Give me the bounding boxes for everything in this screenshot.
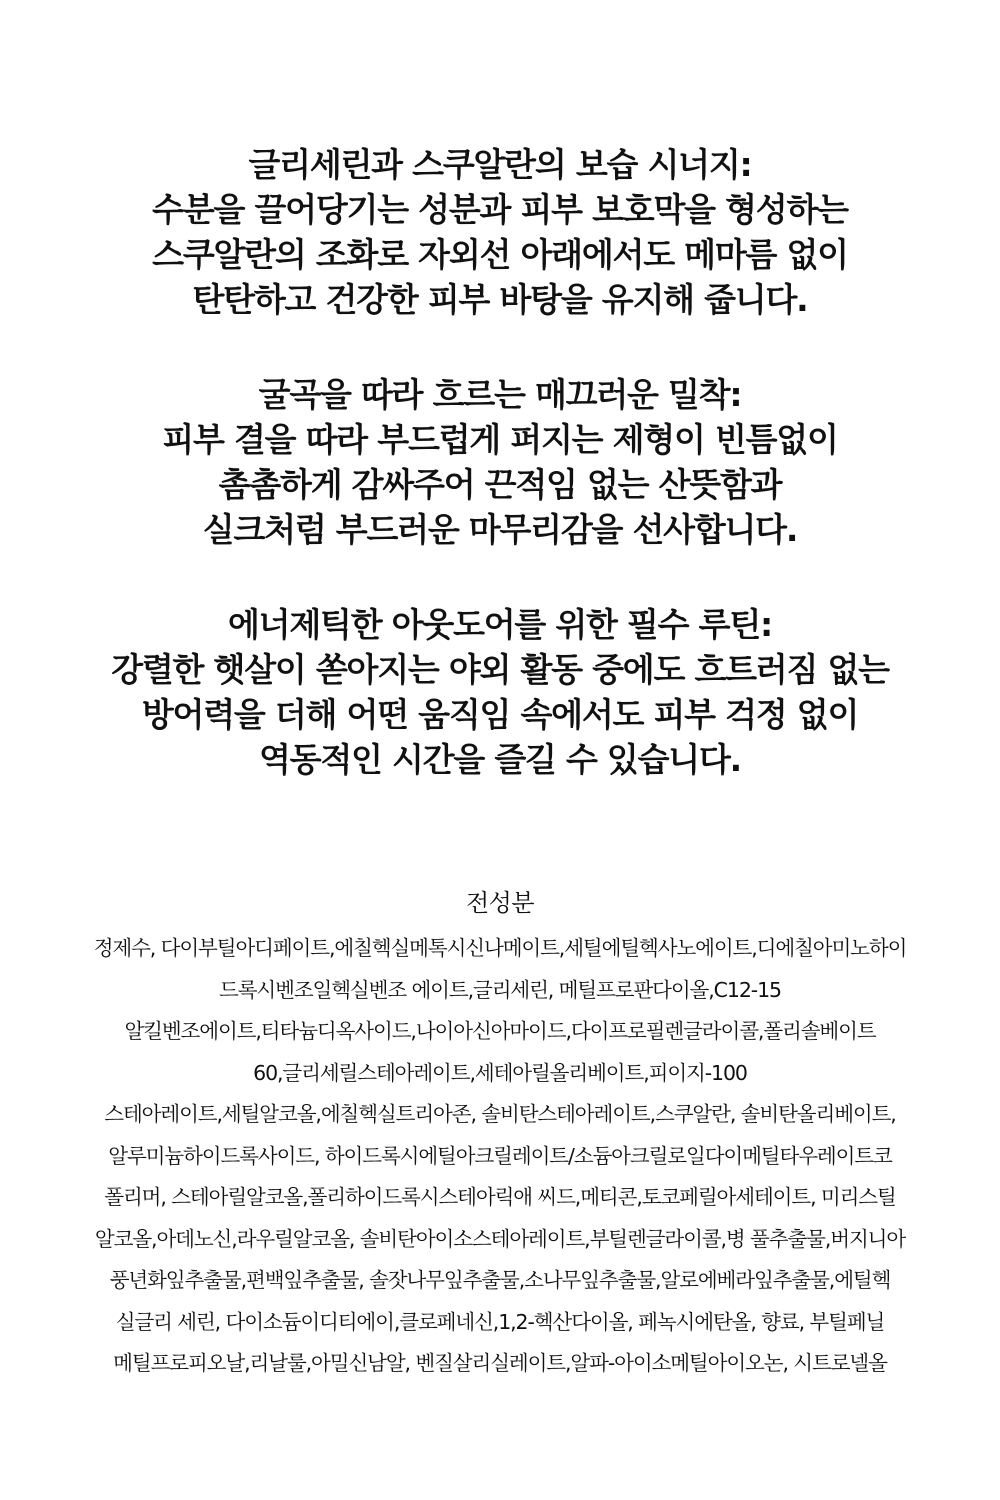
ingredients-line: 실글리 세린, 다이소듐이디티에이,클로페네신,1,2-헥산다이올, 페녹시에탄올, 향료, 부틸페닐 xyxy=(115,1309,885,1334)
ingredients-line: 알루미늄하이드록사이드, 하이드록시에틸아크릴레이트/소듐아크릴로일다이메틸타우레이트코 xyxy=(108,1143,892,1168)
feature-text-line: 강렬한 햇살이 쏟아지는 야외 활동 중에도 흐트러짐 없는 xyxy=(111,650,889,689)
ingredients-line: 알코올,아데노신,라우릴알코올, 솔비탄아이소스테아레이트,부틸렌글라이콜,병 풀추출물,버지니아 xyxy=(94,1226,906,1251)
feature-heading: 굴곡을 따라 흐르는 매끄러운 밀착: xyxy=(258,375,742,414)
ingredients-line: 메틸프로피오날,리날룰,아밀신남알, 벤질살리실레이트,알파-아이소메틸아이오논, 시트로넬올 xyxy=(113,1351,887,1375)
ingredients-line: 60,글리세릴스테아레이트,세테아릴올리베이트,피이지-100 xyxy=(253,1060,747,1085)
feature-heading: 에너제틱한 아웃도어를 위한 필수 루틴: xyxy=(228,605,772,644)
feature-text-line: 탄탄하고 건강한 피부 바탕을 유지해 줍니다. xyxy=(192,280,808,319)
feature-text-line: 촘촘하게 감싸주어 끈적임 없는 산뜻함과 xyxy=(218,465,782,504)
feature-text-line: 스쿠알란의 조화로 자외선 아래에서도 메마름 없이 xyxy=(152,235,848,274)
ingredients-line: 드록시벤조일헥실벤조 에이트,글리세린, 메틸프로판다이올,C12-15 xyxy=(219,977,781,1002)
feature-smooth-adhesion xyxy=(0,372,1000,552)
feature-heading: 글리세린과 스쿠알란의 보습 시너지: xyxy=(248,145,752,184)
feature-text-line: 실크처럼 부드러운 마무리감을 선사합니다. xyxy=(202,510,798,549)
ingredients-line: 폴리머, 스테아릴알코올,폴리하이드록시스테아릭애 씨드,메티콘,토코페릴아세테이트, 미리스틸 xyxy=(104,1185,896,1209)
feature-text-line: 방어력을 더해 어떤 움직임 속에서도 피부 걱정 없이 xyxy=(141,695,859,734)
feature-section xyxy=(0,142,1000,832)
feature-moisture-synergy xyxy=(0,142,1000,322)
ingredients-line: 알킬벤조에이트,티타늄디옥사이드,나이아신아마이드,다이프로필렌글라이콜,폴리솔베이트 xyxy=(124,1019,876,1043)
feature-text-line: 수분을 끌어당기는 성분과 피부 보호막을 형성하는 xyxy=(152,190,848,229)
ingredients-title: 전성분 xyxy=(465,889,535,917)
ingredients-line: 정제수, 다이부틸아디페이트,에칠헥실메톡시신나메이트,세틸에틸헥사노에이트,디에칠아미노하이 xyxy=(93,936,907,960)
ingredients-line: 풍년화잎추출물,편백잎추출물, 솔잣나무잎추출물,소나무잎추출물,알로에베라잎추출물,에틸헥 xyxy=(109,1268,891,1292)
ingredients-section xyxy=(0,878,1000,1385)
feature-outdoor-routine xyxy=(0,602,1000,782)
ingredients-line: 스테아레이트,세틸알코올,에칠헥실트리아존, 솔비탄스테아레이트,스쿠알란, 솔비탄올리베이트, xyxy=(104,1102,896,1126)
feature-text-line: 피부 결을 따라 부드럽게 퍼지는 제형이 빈틈없이 xyxy=(162,420,838,459)
feature-text-line: 역동적인 시간을 즐길 수 있습니다. xyxy=(259,740,741,779)
